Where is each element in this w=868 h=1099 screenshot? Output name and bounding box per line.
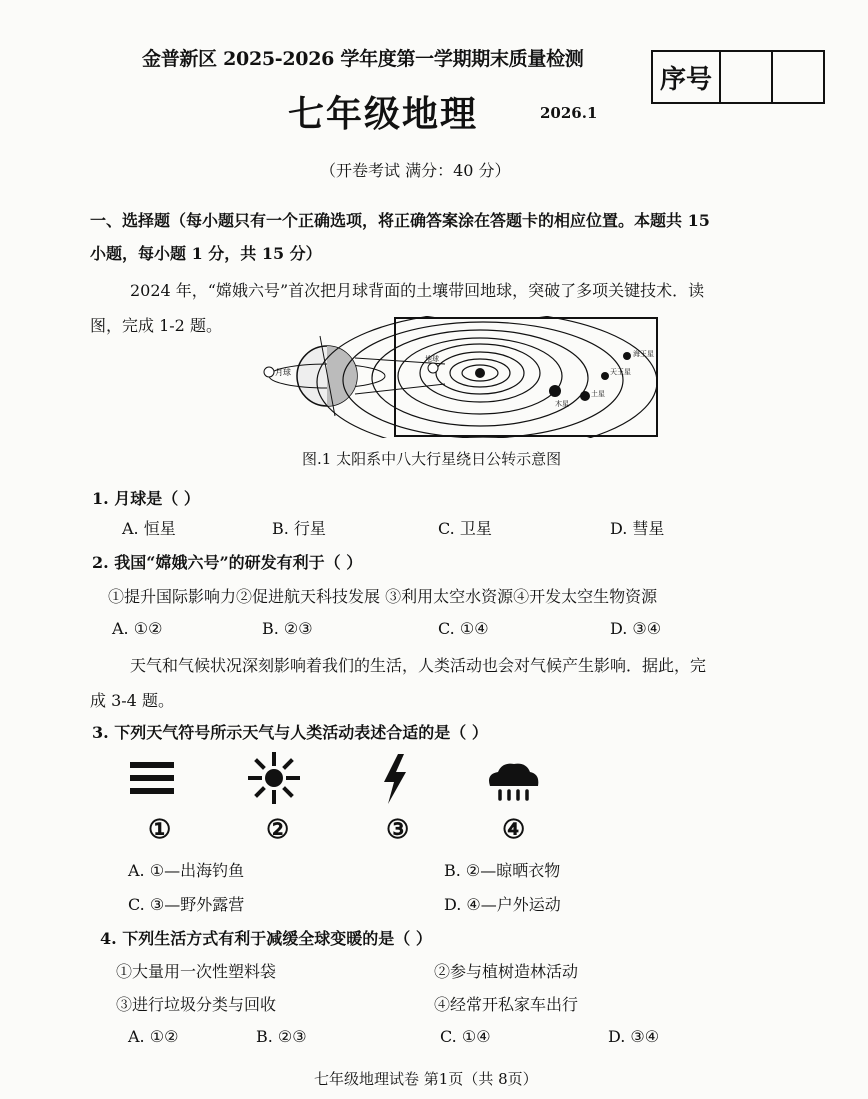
rain-cloud-icon bbox=[484, 760, 542, 806]
question-1-stem: 1. 月球是（ ） bbox=[92, 489, 200, 508]
q4-option-a[interactable]: A. ①② bbox=[128, 1027, 179, 1046]
moon-label: 月球 bbox=[275, 368, 291, 377]
intro-text-2-cont: 成 3-4 题。 bbox=[90, 691, 174, 710]
saturn-label: 土星 bbox=[591, 390, 605, 398]
q3-option-b[interactable]: B. ②—晾晒衣物 bbox=[444, 861, 561, 880]
fog-icon bbox=[128, 760, 176, 796]
sun-icon bbox=[475, 368, 485, 378]
neptune-label: 海王星 bbox=[633, 350, 654, 358]
sequence-label: 序号 bbox=[653, 52, 721, 102]
section-heading-cont: 小题，每小题 1 分，共 15 分） bbox=[90, 244, 322, 263]
q1-option-b[interactable]: B. 行星 bbox=[272, 519, 326, 538]
jupiter-label: 木星 bbox=[555, 400, 569, 408]
exam-info: （开卷考试 满分：40 分） bbox=[320, 161, 511, 180]
intro-text: 2024 年，“嫦娥六号”首次把月球背面的土壤带回地球，突破了多项关键技术．读 bbox=[130, 281, 705, 300]
question-3-stem: 3. 下列天气符号所示天气与人类活动表述合适的是（ ） bbox=[92, 723, 488, 742]
uranus-label: 天王星 bbox=[610, 368, 631, 376]
exam-date: 2026.1 bbox=[540, 104, 598, 122]
q4-option-c[interactable]: C. ①④ bbox=[440, 1027, 491, 1046]
q4-statement-3: ③进行垃圾分类与回收 bbox=[116, 995, 277, 1014]
q3-option-a[interactable]: A. ①—出海钓鱼 bbox=[128, 861, 245, 880]
exam-title: 金普新区 2025-2026 学年度第一学期期末质量检测 bbox=[142, 48, 584, 70]
intro-text-cont: 图，完成 1-2 题。 bbox=[90, 316, 222, 335]
q2-option-d[interactable]: D. ③④ bbox=[610, 619, 662, 638]
q2-option-c[interactable]: C. ①④ bbox=[438, 619, 489, 638]
question-2-stem: 2. 我国“嫦娥六号”的研发有利于（ ） bbox=[92, 553, 363, 572]
q4-statement-4: ④经常开私家车出行 bbox=[434, 995, 579, 1014]
uranus-icon bbox=[601, 372, 609, 380]
figure-caption: 图.1 太阳系中八大行星绕日公转示意图 bbox=[302, 450, 562, 468]
q3-option-c[interactable]: C. ③—野外露营 bbox=[128, 895, 245, 914]
q3-option-d[interactable]: D. ④—户外运动 bbox=[444, 895, 561, 914]
symbol-number-1: ① bbox=[148, 815, 172, 845]
q1-option-c[interactable]: C. 卫星 bbox=[438, 519, 492, 538]
thunder-icon bbox=[380, 752, 410, 806]
q1-option-a[interactable]: A. 恒星 bbox=[122, 519, 176, 538]
intro-text-2: 天气和气候状况深刻影响着我们的生活，人类活动也会对气候产生影响．据此，完 bbox=[130, 656, 707, 675]
earth-label: 地球 bbox=[425, 355, 439, 363]
symbol-number-2: ② bbox=[266, 815, 290, 845]
earth-icon bbox=[428, 363, 438, 373]
q4-option-d[interactable]: D. ③④ bbox=[608, 1027, 660, 1046]
saturn-icon bbox=[580, 391, 590, 401]
earth-moon-diagram bbox=[264, 336, 445, 416]
q1-option-d[interactable]: D. 彗星 bbox=[610, 519, 665, 538]
q2-option-b[interactable]: B. ②③ bbox=[262, 619, 313, 638]
q2-statements: ①提升国际影响力②促进航天科技发展 ③利用太空水资源④开发太空生物资源 bbox=[108, 587, 658, 606]
question-4-stem: 4. 下列生活方式有利于减缓全球变暖的是（ ） bbox=[100, 929, 432, 948]
neptune-icon bbox=[623, 352, 631, 360]
page-footer: 七年级地理试卷 第1页（共 8页） bbox=[314, 1070, 538, 1088]
sequence-cell[interactable] bbox=[773, 52, 823, 102]
q2-option-a[interactable]: A. ①② bbox=[112, 619, 163, 638]
q4-option-b[interactable]: B. ②③ bbox=[256, 1027, 307, 1046]
q4-statement-1: ①大量用一次性塑料袋 bbox=[116, 962, 277, 981]
solar-system-figure bbox=[255, 316, 660, 438]
sequence-cell[interactable] bbox=[721, 52, 773, 102]
sequence-number-box bbox=[651, 50, 825, 104]
symbol-number-4: ④ bbox=[502, 815, 526, 845]
symbol-number-3: ③ bbox=[386, 815, 410, 845]
section-heading: 一、选择题（每小题只有一个正确选项，将正确答案涂在答题卡的相应位置。本题共 15 bbox=[90, 211, 710, 230]
q4-statement-2: ②参与植树造林活动 bbox=[434, 962, 579, 981]
jupiter-icon bbox=[549, 385, 561, 397]
subject-title: 七年级地理 bbox=[288, 93, 479, 135]
sunny-icon bbox=[248, 752, 300, 804]
